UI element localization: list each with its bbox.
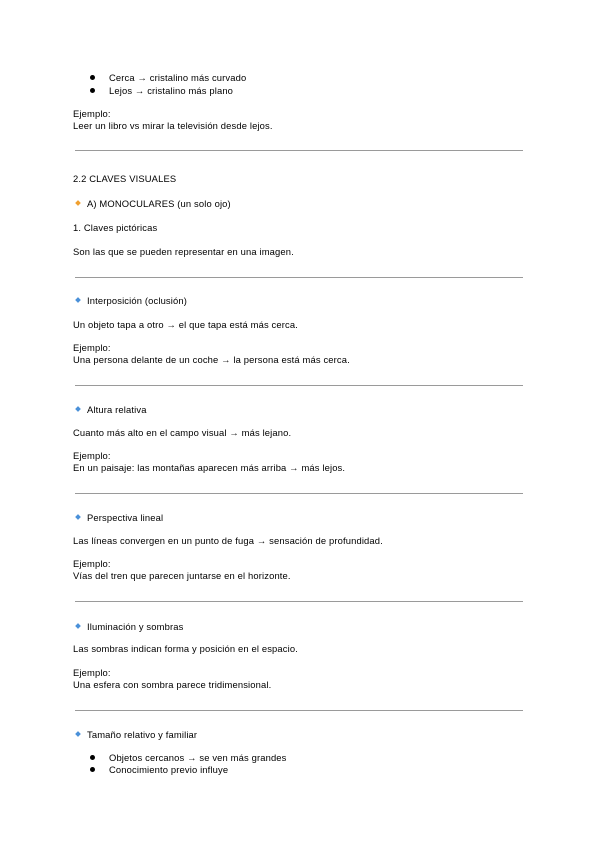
section-title: 2.2 CLAVES VISUALES (73, 173, 177, 184)
list-item: Objetos cercanos → se ven más grandes (109, 752, 287, 763)
example-text: Una esfera con sombra parece tridimensional. (73, 679, 272, 690)
example-text: En un paisaje: las montañas aparecen más arriba → más lejos. (73, 462, 346, 473)
monocular-heading: A) MONOCULARES (un solo ojo) (87, 198, 231, 209)
pictorial-heading: 1. Claves pictóricas (73, 222, 158, 233)
example-text: Vías del tren que parecen juntarse en el horizonte. (73, 570, 291, 581)
divider (75, 150, 523, 151)
bullet-dot (90, 88, 95, 93)
divider (75, 601, 523, 602)
divider (75, 277, 523, 278)
pictorial-description: Son las que se pueden representar en una imagen. (73, 246, 294, 257)
cue-title: Perspectiva lineal (87, 512, 164, 523)
cue-description: Un objeto tapa a otro → el que tapa está más cerca. (73, 319, 298, 330)
cue-title: Altura relativa (87, 404, 147, 415)
blue-diamond-icon (75, 406, 81, 412)
bullet-dot (90, 755, 95, 760)
bullet-dot (90, 767, 95, 772)
list-item: Lejos → cristalino más plano (109, 85, 234, 96)
divider (75, 710, 523, 711)
example-text: Una persona delante de un coche → la persona está más cerca. (73, 354, 350, 365)
example-label: Ejemplo: (73, 342, 111, 353)
orange-diamond-icon (75, 200, 81, 206)
blue-diamond-icon (75, 297, 81, 303)
blue-diamond-icon (75, 623, 81, 629)
cue-title: Interposición (oclusión) (87, 295, 188, 306)
list-item: Cerca → cristalino más curvado (109, 72, 247, 83)
example-label: Ejemplo: (73, 667, 111, 678)
list-item: Conocimiento previo influye (109, 764, 229, 775)
cue-description: Las sombras indican forma y posición en el espacio. (73, 643, 298, 654)
divider (75, 385, 523, 386)
cue-title: Iluminación y sombras (87, 621, 184, 632)
cue-description: Las líneas convergen en un punto de fuga → sensación de profundidad. (73, 535, 383, 546)
blue-diamond-icon (75, 514, 81, 520)
example-text: Leer un libro vs mirar la televisión desde lejos. (73, 120, 273, 131)
example-label: Ejemplo: (73, 108, 111, 119)
bullet-dot (90, 75, 95, 80)
cue-title: Tamaño relativo y familiar (87, 729, 198, 740)
divider (75, 493, 523, 494)
blue-diamond-icon (75, 731, 81, 737)
example-label: Ejemplo: (73, 558, 111, 569)
example-label: Ejemplo: (73, 450, 111, 461)
cue-description: Cuanto más alto en el campo visual → más lejano. (73, 427, 292, 438)
